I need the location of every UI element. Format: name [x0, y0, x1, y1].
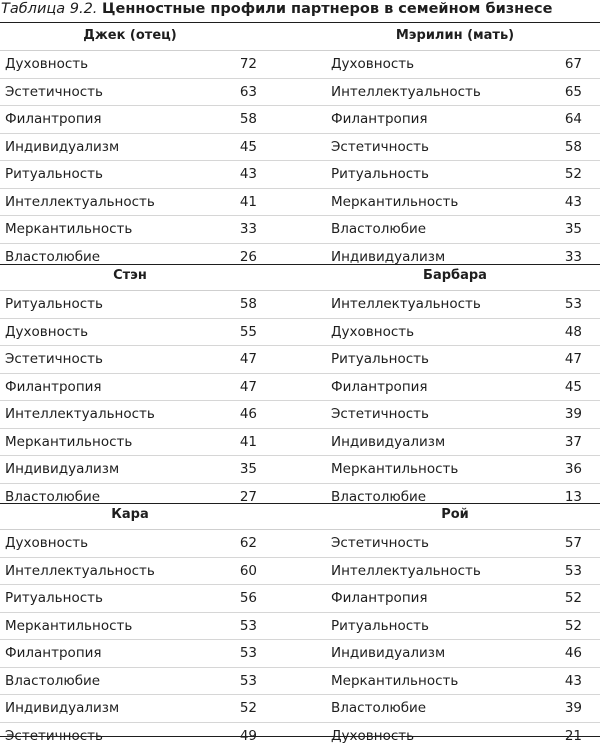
- value-score: 53: [217, 618, 257, 634]
- value-score: 47: [542, 351, 582, 367]
- value-name: Меркантильность: [5, 434, 132, 450]
- value-score: 49: [217, 728, 257, 744]
- value-name: Филантропия: [331, 590, 428, 606]
- table-top-rule: [0, 22, 600, 23]
- person-section: [0, 264, 600, 510]
- table-row: [0, 374, 600, 402]
- table-row: [0, 668, 600, 696]
- value-name: Духовность: [331, 728, 414, 744]
- person-name: Мэрилин (мать): [325, 28, 585, 43]
- table-row: [0, 640, 600, 668]
- person-name: Барбара: [325, 268, 585, 283]
- value-score: 52: [542, 618, 582, 634]
- value-score: 45: [217, 139, 257, 155]
- value-score: 39: [542, 406, 582, 422]
- value-score: 65: [542, 84, 582, 100]
- value-score: 36: [542, 461, 582, 477]
- person-section: [0, 24, 600, 270]
- table-row: [0, 291, 600, 319]
- value-name: Властолюбие: [5, 249, 100, 265]
- value-score: 52: [542, 590, 582, 606]
- value-name: Индивидуализм: [5, 461, 119, 477]
- value-name: Индивидуализм: [5, 139, 119, 155]
- value-score: 35: [217, 461, 257, 477]
- table-row: [0, 613, 600, 641]
- value-name: Властолюбие: [331, 700, 426, 716]
- value-name: Ритуальность: [331, 166, 429, 182]
- value-name: Интеллектуальность: [331, 296, 481, 312]
- value-score: 63: [217, 84, 257, 100]
- value-score: 27: [217, 489, 257, 505]
- value-score: 41: [217, 434, 257, 450]
- value-score: 48: [542, 324, 582, 340]
- value-name: Филантропия: [5, 379, 102, 395]
- person-name: Кара: [0, 507, 260, 522]
- value-name: Интеллектуальность: [331, 563, 481, 579]
- value-score: 53: [217, 673, 257, 689]
- value-score: 58: [217, 111, 257, 127]
- table-title: Ценностные профили партнеров в семейном бизнесе: [102, 1, 552, 17]
- value-score: 43: [542, 673, 582, 689]
- value-score: 56: [217, 590, 257, 606]
- value-name: Филантропия: [331, 111, 428, 127]
- value-score: 67: [542, 56, 582, 72]
- value-score: 60: [217, 563, 257, 579]
- table-row: [0, 161, 600, 189]
- value-name: Духовность: [5, 535, 88, 551]
- value-score: 46: [217, 406, 257, 422]
- value-score: 43: [217, 166, 257, 182]
- value-score: 57: [542, 535, 582, 551]
- value-score: 53: [542, 296, 582, 312]
- person-name: Джек (отец): [0, 28, 260, 43]
- value-name: Индивидуализм: [331, 645, 445, 661]
- value-score: 58: [217, 296, 257, 312]
- value-score: 53: [542, 563, 582, 579]
- table-row: [0, 216, 600, 244]
- value-name: Ритуальность: [331, 351, 429, 367]
- value-name: Интеллектуальность: [5, 563, 155, 579]
- value-score: 43: [542, 194, 582, 210]
- value-name: Эстетичность: [5, 351, 103, 367]
- table-caption: [1, 0, 552, 22]
- table-row: [0, 558, 600, 586]
- value-name: Эстетичность: [5, 84, 103, 100]
- value-score: 46: [542, 645, 582, 661]
- value-name: Меркантильность: [331, 461, 458, 477]
- value-name: Интеллектуальность: [331, 84, 481, 100]
- value-score: 21: [542, 728, 582, 744]
- value-score: 33: [217, 221, 257, 237]
- value-name: Меркантильность: [5, 221, 132, 237]
- value-score: 47: [217, 379, 257, 395]
- table-row: [0, 429, 600, 457]
- value-score: 53: [217, 645, 257, 661]
- value-name: Филантропия: [5, 111, 102, 127]
- value-score: 45: [542, 379, 582, 395]
- value-score: 62: [217, 535, 257, 551]
- table-row: [0, 79, 600, 107]
- value-score: 52: [542, 166, 582, 182]
- value-score: 55: [217, 324, 257, 340]
- section-header: [0, 24, 600, 51]
- table-row: [0, 106, 600, 134]
- value-name: Духовность: [5, 56, 88, 72]
- table-row: [0, 585, 600, 613]
- value-name: Индивидуализм: [331, 249, 445, 265]
- value-name: Меркантильность: [331, 673, 458, 689]
- value-score: 58: [542, 139, 582, 155]
- value-name: Эстетичность: [331, 406, 429, 422]
- value-name: Меркантильность: [5, 618, 132, 634]
- value-name: Властолюбие: [5, 489, 100, 505]
- value-score: 13: [542, 489, 582, 505]
- value-score: 72: [217, 56, 257, 72]
- section-header: [0, 264, 600, 291]
- table-row: [0, 51, 600, 79]
- value-name: Властолюбие: [5, 673, 100, 689]
- value-score: 33: [542, 249, 582, 265]
- value-name: Меркантильность: [331, 194, 458, 210]
- value-name: Эстетичность: [331, 139, 429, 155]
- value-name: Духовность: [331, 56, 414, 72]
- table-row: [0, 134, 600, 162]
- value-name: Индивидуализм: [5, 700, 119, 716]
- value-name: Интеллектуальность: [5, 406, 155, 422]
- value-name: Индивидуализм: [331, 434, 445, 450]
- value-name: Филантропия: [5, 645, 102, 661]
- value-score: 26: [217, 249, 257, 265]
- value-name: Ритуальность: [5, 590, 103, 606]
- table-row: [0, 401, 600, 429]
- value-score: 39: [542, 700, 582, 716]
- value-name: Ритуальность: [5, 166, 103, 182]
- section-header: [0, 503, 600, 530]
- value-name: Духовность: [5, 324, 88, 340]
- value-score: 47: [217, 351, 257, 367]
- person-name: Рой: [325, 507, 585, 522]
- value-score: 35: [542, 221, 582, 237]
- table-bottom-rule: [0, 736, 600, 737]
- table-row: [0, 530, 600, 558]
- value-score: 37: [542, 434, 582, 450]
- table-row: [0, 189, 600, 217]
- table-row: [0, 456, 600, 484]
- table-row: [0, 695, 600, 723]
- value-name: Эстетичность: [331, 535, 429, 551]
- value-name: Интеллектуальность: [5, 194, 155, 210]
- value-score: 64: [542, 111, 582, 127]
- person-section: [0, 503, 600, 749]
- person-name: Стэн: [0, 268, 260, 283]
- table-number: Таблица 9.2.: [1, 1, 97, 17]
- value-name: Властолюбие: [331, 221, 426, 237]
- section-divider: [0, 503, 600, 504]
- value-name: Ритуальность: [331, 618, 429, 634]
- table-row: [0, 346, 600, 374]
- value-name: Властолюбие: [331, 489, 426, 505]
- value-name: Духовность: [331, 324, 414, 340]
- value-score: 52: [217, 700, 257, 716]
- value-name: Филантропия: [331, 379, 428, 395]
- value-name: Эстетичность: [5, 728, 103, 744]
- table-row: [0, 319, 600, 347]
- value-name: Ритуальность: [5, 296, 103, 312]
- value-score: 41: [217, 194, 257, 210]
- section-divider: [0, 264, 600, 265]
